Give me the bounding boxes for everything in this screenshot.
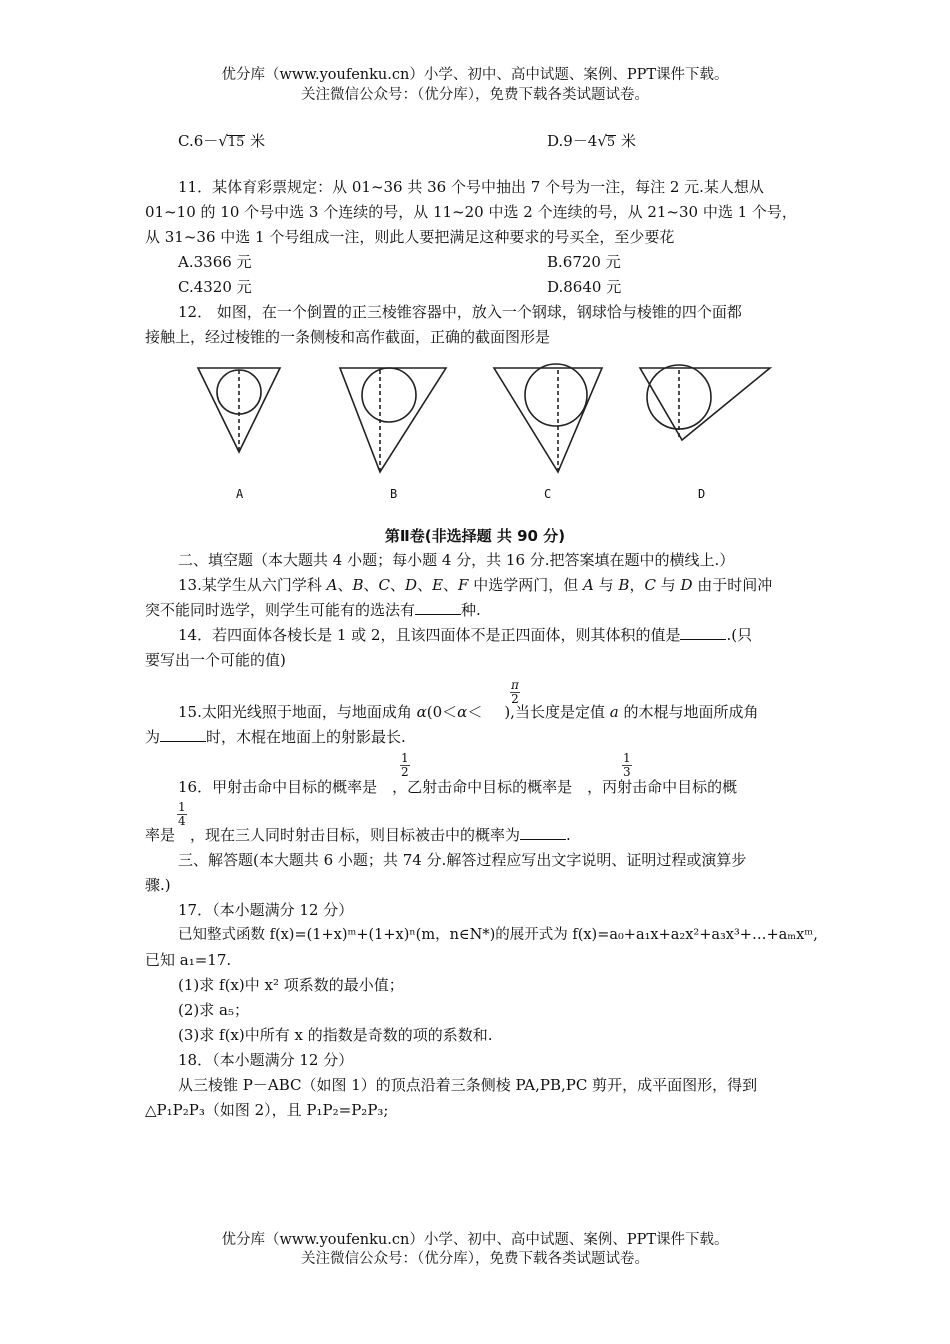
- q11-option-a: A.3366 元: [178, 253, 252, 271]
- q13-var: F: [458, 576, 469, 594]
- q10-option-d: D.9－4√5 米: [547, 132, 636, 150]
- q15-text: ＜: [467, 703, 483, 721]
- fraction-numerator: 1: [178, 800, 186, 814]
- q10-option-c: C.6－√15 米: [178, 132, 266, 150]
- q13-var: B: [352, 576, 364, 594]
- q10-d-prefix: D.9－4: [547, 132, 598, 150]
- q11-line-2: 01~10 的 10 个号中选 3 个连续的号，从 11~20 中选 2 个连续的号，从 21~30 中选 1 个号，: [145, 203, 797, 221]
- solve-header-line-1: 三、解答题(本大题共 6 小题；共 74 分.解答过程应写出文字说明、证明过程或演算步: [178, 851, 747, 869]
- q13-var: D: [680, 576, 693, 594]
- q13-sep: 、: [443, 576, 459, 594]
- q12-line-1: 12． 如图，在一个倒置的正三棱锥容器中，放入一个钢球，钢球恰与棱锥的四个面都: [178, 303, 742, 321]
- q14-text: 14．若四面体各棱长是 1 或 2，且该四面体不是正四面体，则其体积的值是: [178, 626, 681, 644]
- q11-option-d: D.8640 元: [547, 278, 622, 296]
- q16-line-2: [145, 825, 571, 845]
- fill-blank-header: 二、填空题（本大题共 4 小题；每小题 4 分，共 16 分.把答案填在题中的横线上.）: [178, 551, 735, 569]
- figure-label-b: B: [390, 487, 398, 501]
- fraction-denominator: 3: [623, 765, 631, 779]
- q11-line-3: 从 31~36 中选 1 个号组成一注，则此人要把满足这种要求的号买全，至少要花: [145, 228, 675, 246]
- fraction-denominator: 2: [401, 765, 409, 779]
- q13-text: 种.: [461, 601, 481, 619]
- figure-label-d: D: [698, 487, 706, 501]
- footer-line-1: 优分库（www.youfenku.cn）小学、初中、高中试题、案例、PPT课件下载。: [221, 1232, 729, 1248]
- q15-var: α: [416, 703, 427, 721]
- q15-line-2: [145, 727, 406, 747]
- q13-text: ，: [629, 576, 645, 594]
- q17-line-1: 已知整式函数 f(x)=(1+x)ᵐ+(1+x)ⁿ(m，n∈N*)的展开式为 f(x)=a₀+a₁x+a₂x²+a₃x³+…+aₘxᵐ,: [178, 927, 818, 943]
- figure-d: [640, 365, 770, 440]
- q17-subquestion-3: (3)求 f(x)中所有 x 的指数是奇数的项的系数和.: [178, 1026, 493, 1044]
- q13-text: 由于时间冲: [692, 576, 773, 594]
- figure-label-c: C: [544, 487, 552, 501]
- q16-text: 16．甲射击命中目标的概率是: [178, 778, 378, 796]
- q10-c-radicand: 15: [227, 135, 245, 150]
- solve-header-line-2: 骤.): [145, 876, 171, 894]
- header-line-2: 关注微信公众号：（优分库），免费下载各类试题试卷。: [301, 87, 649, 103]
- q15-text: 15.太阳光线照于地面，与地面成角: [178, 703, 417, 721]
- q18-heading: 18．（本小题满分 12 分）: [178, 1051, 354, 1069]
- q15-text: 的木棍与地面所成角: [618, 703, 759, 721]
- q15-line-1: [178, 702, 758, 722]
- q16-fraction-3: [177, 801, 187, 828]
- q13-text: 与: [593, 576, 619, 594]
- q13-var: C: [378, 576, 391, 594]
- q10-d-unit: 米: [620, 132, 636, 150]
- q15-var: α: [457, 703, 468, 721]
- q15-text: 时，木棍在地面上的射影最长.: [206, 728, 406, 746]
- q15-var: a: [609, 703, 619, 721]
- q13-text: 突不能同时选学，则学生可能有的选法有: [145, 601, 416, 619]
- q15-text: ),当长度是定值: [504, 703, 610, 721]
- answer-blank[interactable]: [160, 727, 206, 742]
- fraction-numerator: 1: [623, 751, 631, 765]
- q15-text: (0＜: [426, 703, 458, 721]
- q13-sep: 、: [390, 576, 406, 594]
- fraction-denominator: 4: [178, 814, 186, 828]
- q13-var: A: [583, 576, 594, 594]
- answer-blank[interactable]: [415, 600, 461, 615]
- q13-text: 中选学两门，但: [468, 576, 584, 594]
- footer-line-2: 关注微信公众号：（优分库），免费下载各类试题试卷。: [301, 1251, 649, 1267]
- q10-c-unit: 米: [250, 132, 266, 150]
- q16-text: .: [566, 826, 571, 844]
- q14-line-2: 要写出一个可能的值): [145, 651, 286, 669]
- q13-text: 13.某学生从六门学科: [178, 576, 327, 594]
- q18-line-1: 从三棱锥 P－ABC（如图 1）的顶点沿着三条侧棱 PA,PB,PC 剪开，成平面图形，得到: [178, 1076, 758, 1094]
- q13-line-2: [145, 600, 481, 620]
- header-line-1: 优分库（www.youfenku.cn）小学、初中、高中试题、案例、PPT课件下载。: [221, 67, 729, 83]
- q13-var: C: [644, 576, 656, 594]
- q11-option-b: B.6720 元: [547, 253, 621, 271]
- q16-text: 率是: [145, 826, 176, 844]
- q17-subquestion-2: (2)求 a₅；: [178, 1001, 249, 1019]
- q18-line-2: △P₁P₂P₃（如图 2），且 P₁P₂=P₂P₃;: [145, 1101, 389, 1119]
- q10-d-radicand: 5: [606, 135, 616, 150]
- q14-line-1: [178, 625, 752, 645]
- q17-subquestion-1: (1)求 f(x)中 x² 项系数的最小值；: [178, 976, 404, 994]
- answer-blank[interactable]: [680, 625, 726, 640]
- figure-a: [198, 368, 280, 452]
- q13-var: D: [405, 576, 418, 594]
- figure-label-a: A: [236, 487, 244, 501]
- q16-text: ，乙射击命中目标的概率是: [392, 778, 573, 796]
- q16-text: ，丙射击命中目标的概: [587, 778, 738, 796]
- figure-b: [340, 368, 446, 472]
- q17-heading: 17．（本小题满分 12 分）: [178, 901, 354, 919]
- q17-line-2: 已知 a₁=17.: [145, 951, 232, 969]
- q13-sep: 、: [363, 576, 379, 594]
- q16-line-1: [178, 777, 737, 797]
- q12-line-2: 接触上，经过棱锥的一条侧棱和高作截面，正确的截面图形是: [145, 328, 551, 346]
- q12-figures: [0, 0, 950, 520]
- section-2-title: 第Ⅱ卷(非选择题 共 90 分): [384, 527, 566, 545]
- q13-line-1: [178, 575, 772, 595]
- q14-text: .(只: [726, 626, 753, 644]
- fraction-numerator: π: [511, 678, 519, 692]
- q13-text: 与: [655, 576, 681, 594]
- fraction-numerator: 1: [401, 751, 409, 765]
- fraction-denominator: 2: [511, 692, 519, 706]
- q15-text: 为: [145, 728, 161, 746]
- q10-c-prefix: C.6－: [178, 132, 219, 150]
- q11-option-c: C.4320 元: [178, 278, 252, 296]
- answer-blank[interactable]: [520, 825, 566, 840]
- q13-var: E: [432, 576, 444, 594]
- q11-line-1: 11．某体育彩票规定：从 01~36 共 36 个号中抽出 7 个号为一注，每注 2 元.某人想从: [178, 178, 764, 196]
- q16-fraction-2: [622, 752, 632, 779]
- figure-c: [494, 364, 602, 472]
- q13-var: B: [618, 576, 630, 594]
- q13-sep: 、: [337, 576, 353, 594]
- q13-sep: 、: [417, 576, 433, 594]
- q13-var: A: [326, 576, 338, 594]
- q16-text: ，现在三人同时射击目标，则目标被击中的概率为: [190, 826, 521, 844]
- q16-fraction-1: [400, 752, 410, 779]
